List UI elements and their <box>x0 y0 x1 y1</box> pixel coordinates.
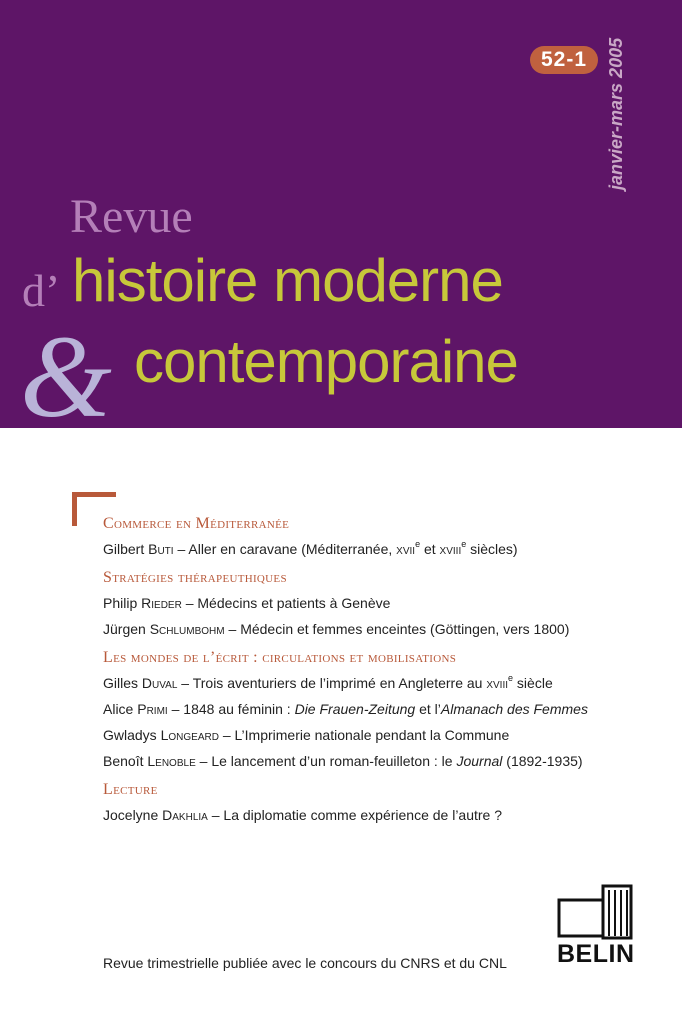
toc-entry: Gilles Duval – Trois aventuriers de l’imprimé en Angleterre au xviii$^e$ siècle <box>103 673 553 691</box>
corner-ornament-vertical <box>72 492 77 526</box>
issue-number-badge: 52-1 <box>530 46 598 74</box>
table-of-contents <box>103 515 663 835</box>
title-d-apostrophe: d’ <box>22 265 61 316</box>
toc-entry: Benoît Lenoble – Le lancement d’un roman-feuilleton : le Journal (1892-1935) <box>103 753 583 769</box>
section-title: Commerce en Méditerranée <box>103 515 290 532</box>
publisher-name: BELIN <box>557 940 635 968</box>
toc-section <box>103 515 663 558</box>
toc-entry: Gwladys Longeard – L’Imprimerie nationale pendant la Commune <box>103 727 510 743</box>
toc-entry: Philip Rieder – Médecins et patients à Genève <box>103 595 391 611</box>
toc-entry: Gilbert Buti – Aller en caravane (Méditerranée, xvii$^e$ et xviii$^e$ siècles) <box>103 539 518 557</box>
issue-date: janvier-mars 2005 <box>606 37 626 190</box>
section-title: Stratégies thérapeuthiques <box>103 569 287 586</box>
title-revue: Revue <box>70 190 193 243</box>
title-contemporaine: contemporaine <box>134 328 518 395</box>
toc-section <box>103 569 663 638</box>
section-title: Les mondes de l’écrit : circulations et mobilisations <box>103 649 457 666</box>
section-title: Lecture <box>103 781 158 798</box>
toc-entry: Jürgen Schlumbohm – Médecin et femmes enceintes (Göttingen, vers 1800) <box>103 621 570 637</box>
title-histoire-moderne: histoire moderne <box>72 247 503 314</box>
corner-ornament-horizontal <box>72 492 116 497</box>
toc-section <box>103 649 663 770</box>
title-ampersand: & <box>20 311 112 442</box>
toc-section <box>103 781 663 824</box>
footer-note: Revue trimestrielle publiée avec le concours du CNRS et du CNL <box>103 955 507 971</box>
toc-entry: Alice Primi – 1848 au féminin : Die Frauen-Zeitung et l’Almanach des Femmes <box>103 701 588 717</box>
toc-entry: Jocelyne Dakhlia – La diplomatie comme expérience de l’autre ? <box>103 807 503 823</box>
